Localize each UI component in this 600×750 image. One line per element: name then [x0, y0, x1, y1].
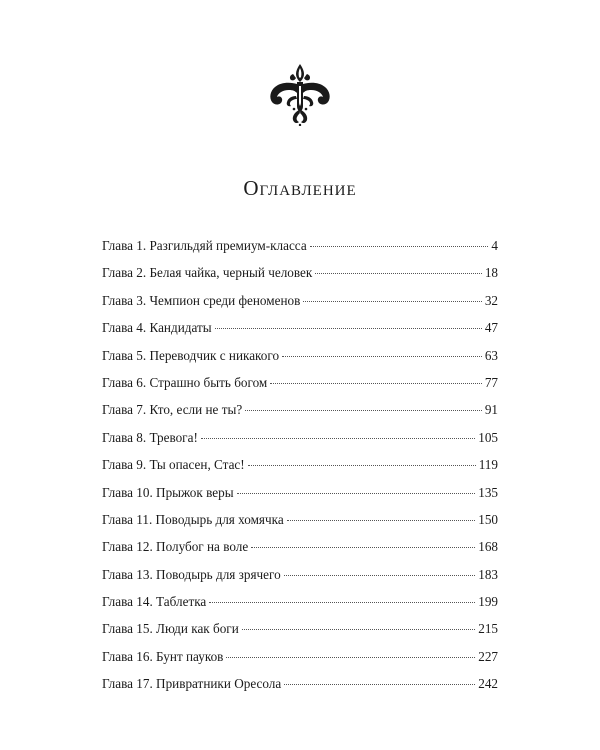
toc-entry-title: Глава 6. Страшно быть богом: [102, 374, 268, 390]
toc-entry-title: Глава 5. Переводчик с никакого: [102, 347, 280, 363]
toc-entry: [102, 236, 498, 263]
toc-entry-page-number: 77: [484, 374, 498, 390]
toc-entry: [102, 510, 498, 537]
toc-entry-page-number: 63: [484, 347, 498, 363]
toc-entry-title: Глава 4. Кандидаты: [102, 320, 212, 336]
toc-entry-page-number: 215: [478, 621, 498, 637]
dot-leader: [310, 246, 489, 247]
dot-leader: [315, 273, 482, 274]
toc-entry: [102, 537, 498, 564]
toc-entry-title: Глава 16. Бунт пауков: [102, 648, 224, 664]
toc-entry: [102, 346, 498, 373]
toc-entry: [102, 565, 498, 592]
toc-entry: [102, 318, 498, 345]
fleuron-ornament-icon: [266, 62, 334, 126]
dot-leader: [237, 493, 476, 494]
toc-entry-page-number: 119: [478, 457, 498, 473]
toc-entry: [102, 455, 498, 482]
toc-entry-title: Глава 8. Тревога!: [102, 429, 198, 445]
toc-entry-title: Глава 14. Таблетка: [102, 594, 207, 610]
toc-entry: [102, 373, 498, 400]
toc-entry-title: Глава 1. Разгильдяй премиум-класса: [102, 238, 307, 253]
dot-leader: [284, 575, 476, 576]
toc-entry-title: Глава 13. Поводырь для зрячего: [102, 566, 281, 582]
toc-entry-page-number: 227: [478, 648, 498, 664]
dot-leader: [201, 438, 475, 439]
toc-entry-page-number: 183: [478, 566, 498, 582]
toc-entry: [102, 674, 498, 701]
toc-entry-page-number: 168: [478, 539, 498, 555]
toc-entry-page-number: 135: [478, 484, 498, 500]
dot-leader: [287, 520, 476, 521]
toc-entry-title: Глава 2. Белая чайка, черный человек: [102, 265, 313, 281]
table-of-contents: [102, 236, 498, 702]
dot-leader: [209, 602, 475, 603]
toc-entry: [102, 483, 498, 510]
dot-leader: [242, 629, 475, 630]
dot-leader: [245, 410, 482, 411]
toc-entry: [102, 428, 498, 455]
toc-entry-page-number: 91: [484, 402, 498, 418]
dot-leader: [284, 684, 475, 685]
toc-entry-title: Глава 15. Люди как боги: [102, 621, 239, 637]
dot-leader: [248, 465, 476, 466]
dot-leader: [215, 328, 482, 329]
toc-entry-title: Глава 10. Прыжок веры: [102, 484, 234, 500]
toc-entry-page-number: 4: [491, 238, 498, 253]
toc-entry-title: Глава 3. Чемпион среди феноменов: [102, 292, 301, 308]
dot-leader: [251, 547, 475, 548]
toc-entry-page-number: 199: [478, 594, 498, 610]
toc-entry-title: Глава 17. Привратники Оресола: [102, 676, 282, 692]
dot-leader: [282, 356, 482, 357]
toc-entry: [102, 263, 498, 290]
page-title: Оглавление: [243, 176, 357, 200]
toc-entry-title: Глава 7. Кто, если не ты?: [102, 402, 243, 418]
toc-entry: [102, 400, 498, 427]
dot-leader: [303, 301, 481, 302]
toc-entry: [102, 592, 498, 619]
toc-entry-page-number: 32: [484, 292, 498, 308]
toc-entry: [102, 647, 498, 674]
dot-leader: [270, 383, 482, 384]
toc-entry-title: Глава 11. Поводырь для хомячка: [102, 511, 284, 527]
toc-entry-page-number: 242: [478, 676, 498, 692]
toc-entry-page-number: 150: [478, 511, 498, 527]
toc-entry: [102, 619, 498, 646]
toc-entry-title: Глава 12. Полубог на воле: [102, 539, 249, 555]
toc-entry-page-number: 105: [478, 429, 498, 445]
toc-entry-page-number: 47: [484, 320, 498, 336]
toc-entry-page-number: 18: [484, 265, 498, 281]
toc-entry-title: Глава 9. Ты опасен, Стас!: [102, 457, 245, 473]
toc-entry: [102, 291, 498, 318]
dot-leader: [226, 657, 475, 658]
